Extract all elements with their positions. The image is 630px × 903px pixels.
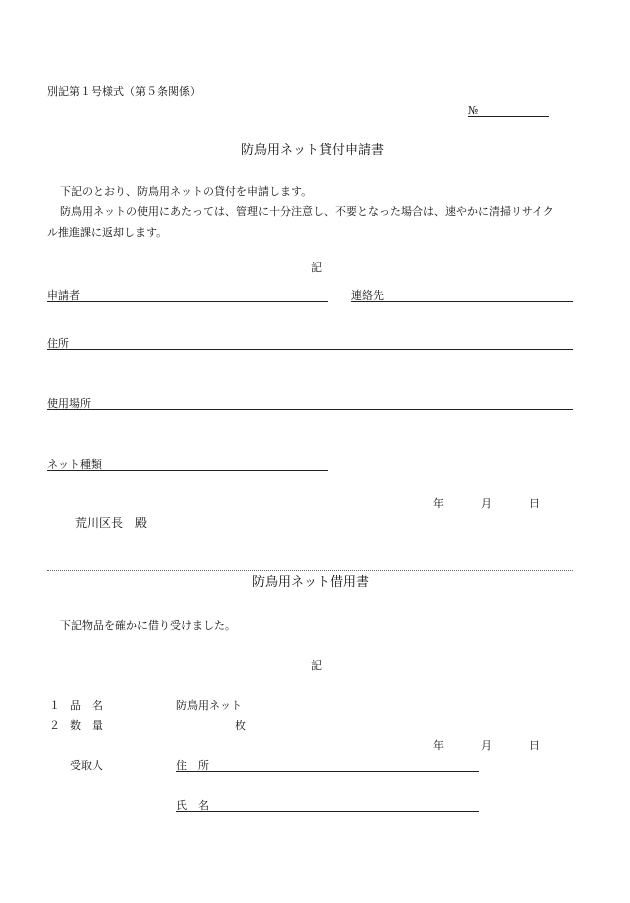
number-field[interactable] — [468, 116, 549, 117]
applicant-label: 申請者 — [47, 289, 80, 302]
receiver-name-field[interactable] — [176, 811, 479, 812]
borrowing-body: 下記物品を確かに借り受けました。 — [60, 619, 236, 632]
application-body-line2: 防鳥用ネットの使用にあたっては、管理に十分注意し、不要となった場合は、速やかに清掃リサイク — [60, 205, 554, 218]
application-date-day: 日 — [529, 497, 540, 510]
borrowing-date-month: 月 — [481, 739, 492, 752]
application-date-month: 月 — [481, 497, 492, 510]
contact-label: 連絡先 — [351, 289, 384, 302]
item-1-value: 防鳥用ネット — [176, 699, 242, 712]
receiver-name-label: 氏 名 — [176, 799, 209, 812]
address-field[interactable] — [47, 349, 573, 350]
application-title: 防鳥用ネット貸付申請書 — [241, 143, 385, 158]
borrowing-date-day: 日 — [529, 739, 540, 752]
application-body-line3: ル推進課に返却します。 — [47, 226, 168, 239]
item-2-label: 数 量 — [70, 719, 103, 732]
item-2-value: 枚 — [235, 719, 246, 732]
application-body-line1: 下記のとおり、防鳥用ネットの貸付を申請します。 — [60, 185, 313, 198]
receiver-address-field[interactable] — [176, 771, 479, 772]
item-1-num: １ — [49, 699, 60, 712]
contact-field[interactable] — [351, 301, 573, 302]
form-label: 別記第１号様式（第５条関係） — [47, 85, 201, 98]
applicant-field[interactable] — [47, 301, 328, 302]
addressee: 荒川区長 殿 — [75, 516, 148, 530]
address-label: 住所 — [47, 337, 69, 350]
item-2-num: ２ — [49, 719, 60, 732]
borrowing-title: 防鳥用ネット借用書 — [252, 575, 370, 590]
number-label: № — [468, 104, 479, 117]
receiver-label: 受取人 — [70, 759, 103, 772]
application-date-year: 年 — [433, 497, 444, 510]
section-divider — [47, 570, 573, 571]
location-label: 使用場所 — [47, 397, 91, 410]
net-type-field[interactable] — [47, 470, 328, 471]
net-type-label: ネット種類 — [47, 458, 102, 471]
borrowing-ki: 記 — [311, 659, 322, 672]
application-ki: 記 — [311, 261, 322, 274]
location-field[interactable] — [47, 409, 573, 410]
item-1-label: 品 名 — [70, 699, 103, 712]
borrowing-date-year: 年 — [433, 739, 444, 752]
receiver-address-label: 住 所 — [176, 759, 209, 772]
